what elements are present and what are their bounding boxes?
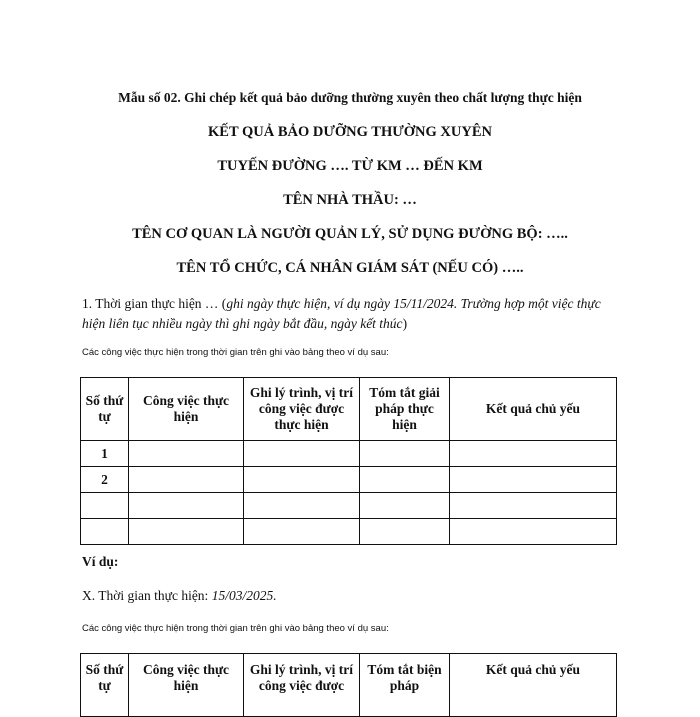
table-1 [80, 377, 617, 545]
table-2-header-cell: Số thứ tự [81, 654, 129, 717]
table-cell [244, 493, 360, 519]
heading-supervisor: TÊN TỔ CHỨC, CÁ NHÂN GIÁM SÁT (NẾU CÓ) ….. [176, 260, 524, 276]
table-cell [129, 493, 244, 519]
table-cell [244, 441, 360, 467]
table-cell [450, 493, 617, 519]
table-1-header-cell: Kết quả chủ yếu [450, 378, 617, 441]
table-row [81, 493, 617, 519]
table-cell [129, 467, 244, 493]
table-2-header-cell: Tóm tắt biện pháp [360, 654, 450, 717]
table-cell [450, 467, 617, 493]
table-1-note: Các công việc thực hiện trong thời gian trên ghi vào bảng theo ví dụ sau: [82, 347, 389, 358]
table-2-header-cell: Công việc thực hiện [129, 654, 244, 717]
table-cell [360, 493, 450, 519]
table-cell [129, 441, 244, 467]
table-2-header-row [81, 654, 617, 717]
table-row [81, 519, 617, 545]
table-cell [244, 519, 360, 545]
table-cell [129, 519, 244, 545]
table-row [81, 467, 617, 493]
item-1-suffix: ) [402, 316, 408, 331]
table-2-note: Các công việc thực hiện trong thời gian trên ghi vào bảng theo ví dụ sau: [82, 623, 389, 634]
heading-result: KẾT QUẢ BẢO DƯỠNG THƯỜNG XUYÊN [208, 124, 492, 140]
form-title: Mẫu số 02. Ghi chép kết quả bảo dưỡng thường xuyên theo chất lượng thực hiện [118, 90, 582, 105]
table-2 [80, 653, 617, 717]
table-cell [360, 441, 450, 467]
item-1-paragraph [82, 294, 622, 334]
table-cell [81, 493, 129, 519]
table-cell [450, 441, 617, 467]
example-x-paragraph [82, 586, 622, 606]
table-cell [244, 467, 360, 493]
table-cell [450, 519, 617, 545]
example-x-prefix: X. Thời gian thực hiện: [82, 588, 212, 603]
table-1-header-cell: Công việc thực hiện [129, 378, 244, 441]
heading-route: TUYẾN ĐƯỜNG …. TỪ KM … ĐẾN KM [217, 158, 483, 174]
table-1-header-cell: Tóm tắt giải pháp thực hiện [360, 378, 450, 441]
table-row [81, 441, 617, 467]
item-1-prefix: 1. Thời gian thực hiện … ( [82, 296, 227, 311]
table-cell: 2 [81, 467, 129, 493]
table-cell [360, 519, 450, 545]
heading-agency: TÊN CƠ QUAN LÀ NGƯỜI QUẢN LÝ, SỬ DỤNG ĐƯỜNG BỘ: ….. [132, 226, 568, 242]
example-label: Ví dụ: [82, 554, 119, 569]
heading-contractor: TÊN NHÀ THẦU: … [283, 192, 417, 208]
example-x-date: 15/03/2025. [211, 588, 277, 603]
table-cell [81, 519, 129, 545]
table-2-header-cell: Kết quả chủ yếu [450, 654, 617, 717]
table-cell [360, 467, 450, 493]
table-1-header-row [81, 378, 617, 441]
table-2-header-cell: Ghi lý trình, vị trí công việc được [244, 654, 360, 717]
item-1-italic: ghi ngày thực hiện, ví dụ ngày 15/11/2024. Trường hợp một việc thực hiện liên tục nhiều ngày thì ghi ngày bắt đầu, ngày kết thúc [82, 296, 601, 331]
table-1-header-cell: Số thứ tự [81, 378, 129, 441]
table-cell: 1 [81, 441, 129, 467]
table-1-header-cell: Ghi lý trình, vị trí công việc được thực hiện [244, 378, 360, 441]
